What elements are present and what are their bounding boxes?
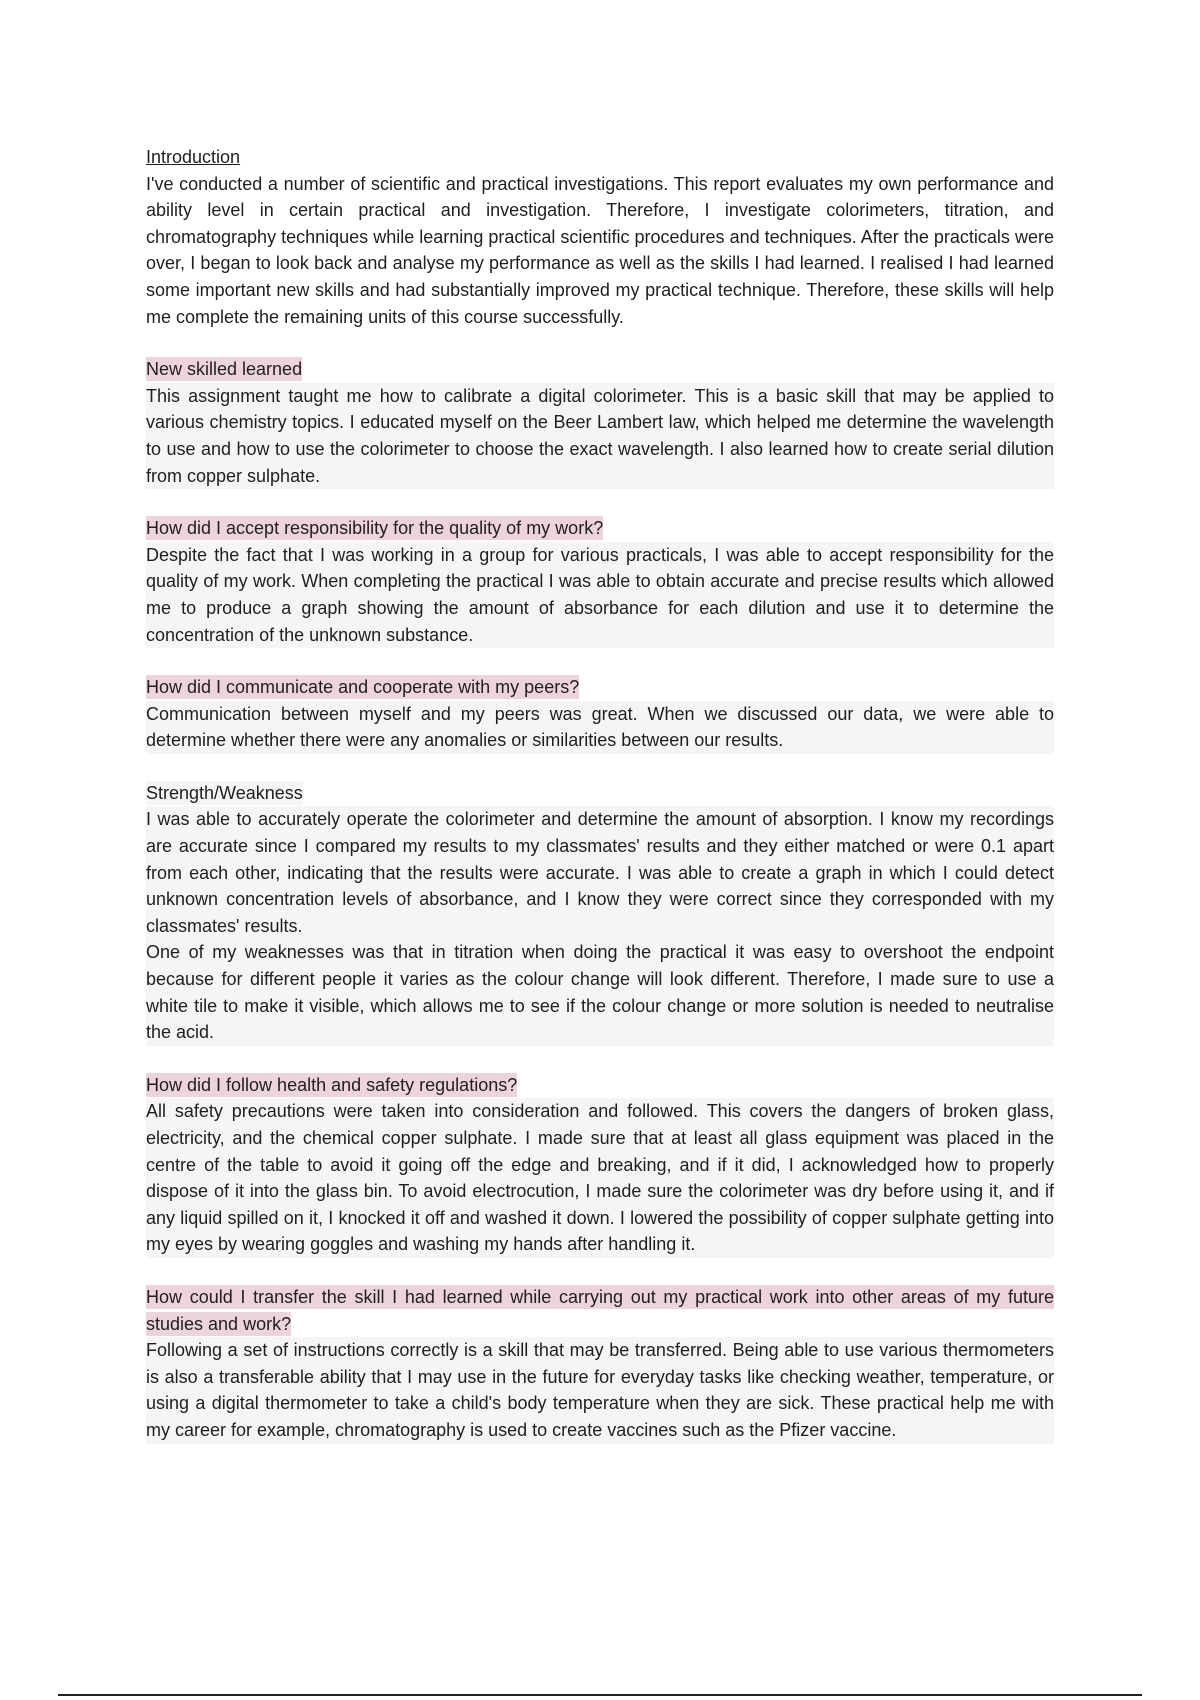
section-paragraph: Communication between myself and my peers was great. When we discussed our data, we were able to determine whether there were any anomalies or similarities between our results. bbox=[146, 701, 1054, 754]
section-paragraph: This assignment taught me how to calibrate a digital colorimeter. This is a basic skill that may be applied to various chemistry topics. I educated myself on the Beer Lambert law, which helped me determine the wavelength to use and how to use the colorimeter to choose the exact wavelength. I also learned how to create serial dilution from copper sulphate. bbox=[146, 383, 1054, 489]
section-heading: How did I accept responsibility for the quality of my work? bbox=[146, 518, 604, 539]
section-heading: New skilled learned bbox=[146, 359, 303, 380]
section-transfer-skills bbox=[146, 1284, 1054, 1444]
section-paragraph: Following a set of instructions correctly is a skill that may be transferred. Being able to use various thermometers is also a transferable ability that I may use in the future for everyday tasks like checking weather, temperature, or using a digital thermometer to take a child's body temperature when they are sick. These practical help me with my career for example, chromatography is used to create vaccines such as the Pfizer vaccine. bbox=[146, 1337, 1054, 1443]
section-responsibility bbox=[146, 515, 1054, 648]
footer-divider bbox=[58, 1694, 1142, 1696]
section-paragraph: One of my weaknesses was that in titration when doing the practical it was easy to overshoot the endpoint because for different people it varies as the colour change will look different. Therefore, I made sure to use a white tile to make it visible, which allows me to see if the colour change or more solution is needed to neutralise the acid. bbox=[146, 939, 1054, 1045]
section-paragraph: I've conducted a number of scientific and practical investigations. This report evaluates my own performance and ability level in certain practical and investigation. Therefore, I investigate colorimeters, titration, and chromatography techniques while learning practical scientific procedures and techniques. After the practicals were over, I began to look back and analyse my performance as well as the skills I had learned. I realised I had learned some important new skills and had substantially improved my practical technique. Therefore, these skills will help me complete the remaining units of this course successfully. bbox=[146, 173, 1054, 327]
section-paragraph: All safety precautions were taken into consideration and followed. This covers the dangers of broken glass, electricity, and the chemical copper sulphate. I made sure that at least all glass equipment was placed in the centre of the table to avoid it going off the edge and breaking, and if it did, I acknowledged how to properly dispose of it into the glass bin. To avoid electrocution, I made sure the colorimeter was dry before using it, and if any liquid spilled on it, I knocked it off and washed it down. I lowered the possibility of copper sulphate getting into my eyes by wearing goggles and washing my hands after handling it. bbox=[146, 1098, 1054, 1258]
section-new-skills bbox=[146, 356, 1054, 489]
section-heading: Strength/Weakness bbox=[146, 782, 303, 803]
section-strength-weakness bbox=[146, 780, 1054, 1046]
section-paragraph: Despite the fact that I was working in a group for various practicals, I was able to accept responsibility for the quality of my work. When completing the practical I was able to obtain accurate and precise results which allowed me to produce a graph showing the amount of absorbance for each dilution and use it to determine the concentration of the unknown substance. bbox=[146, 542, 1054, 648]
section-paragraph: I was able to accurately operate the colorimeter and determine the amount of absorption. I know my recordings are accurate since I compared my results to my classmates' results and they either matched or were 0.1 apart from each other, indicating that the results were accurate. I was able to create a graph in which I could detect unknown concentration levels of absorbance, and I know they were correct since they corresponded with my classmates' results. bbox=[146, 806, 1054, 939]
section-heading: How did I communicate and cooperate with my peers? bbox=[146, 677, 580, 698]
document-page bbox=[146, 144, 1054, 1470]
section-communication bbox=[146, 674, 1054, 754]
section-heading: How did I follow health and safety regulations? bbox=[146, 1074, 518, 1095]
section-introduction bbox=[146, 144, 1054, 330]
section-heading: How could I transfer the skill I had learned while carrying out my practical work into other areas of my future studies and work? bbox=[146, 1286, 1054, 1334]
section-health-safety bbox=[146, 1072, 1054, 1258]
section-heading: Introduction bbox=[146, 147, 241, 167]
